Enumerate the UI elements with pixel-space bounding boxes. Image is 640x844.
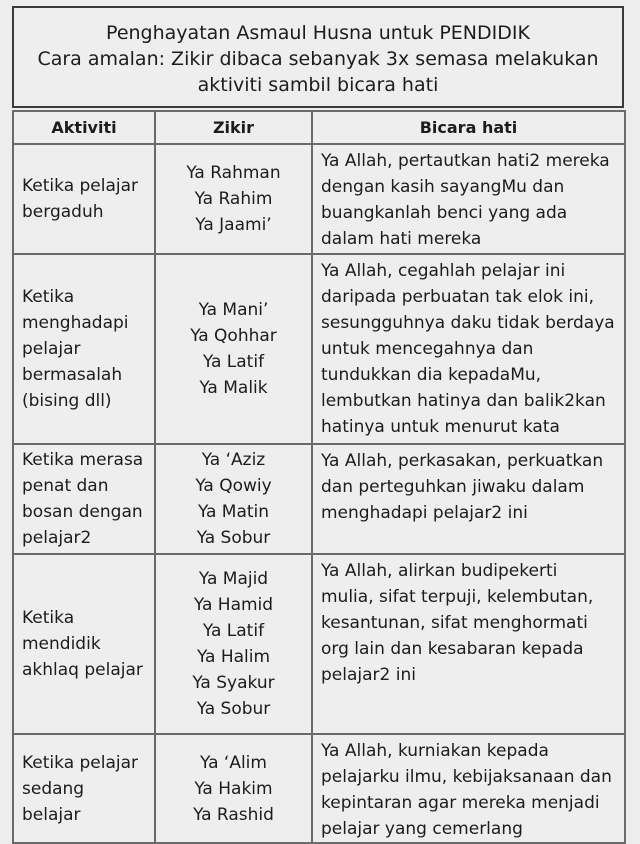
- zikir-name: Ya Sobur: [196, 528, 271, 548]
- aktiviti-cell: [13, 554, 155, 734]
- aktiviti-text: mendidik: [22, 634, 101, 654]
- bicara-hati-cell: [312, 444, 625, 554]
- bicara-text: org lain dan kesabaran kepada: [321, 639, 584, 659]
- zikir-name: Ya Qohhar: [190, 326, 277, 346]
- zikir-name: Ya Syakur: [192, 673, 275, 693]
- zikir-name: Ya Qowiy: [195, 476, 272, 496]
- bicara-text: daripada perbuatan tak elok ini,: [321, 287, 595, 307]
- zikir-name: Ya Majid: [198, 569, 269, 589]
- instruction-line-cont: aktiviti sambil bicara hati: [197, 74, 439, 96]
- aktiviti-text: pelajar2: [22, 528, 92, 548]
- bicara-text: Ya Allah, perkasakan, perkuatkan: [321, 451, 604, 471]
- bicara-text: lembutkan hatinya dan balik2kan: [321, 391, 606, 411]
- bicara-text: dengan kasih sayangMu dan: [321, 177, 565, 197]
- aktiviti-text: (bising dll): [22, 391, 112, 411]
- zikir-name: Ya Sobur: [196, 699, 271, 719]
- bicara-text: tundukkan dia kepadaMu,: [321, 365, 542, 385]
- bicara-text: pelajarku ilmu, kebijaksanaan dan: [321, 767, 612, 787]
- zikir-name: Ya Jaami’: [195, 215, 272, 235]
- aktiviti-text: akhlaq pelajar: [22, 660, 143, 680]
- aktiviti-cell: [13, 444, 155, 554]
- instruction-line: Cara amalan: Zikir dibaca sebanyak 3x semasa melakukan: [37, 48, 599, 70]
- zikir-name: Ya Hakim: [194, 778, 273, 799]
- bicara-text: untuk mencegahnya dan: [321, 339, 534, 359]
- aktiviti-text: Ketika pelajar: [22, 176, 139, 196]
- aktiviti-text: bergaduh: [22, 202, 104, 222]
- title-line: Penghayatan Asmaul Husna untuk PENDIDIK: [106, 22, 530, 44]
- header-zikir: Zikir: [155, 111, 312, 144]
- aktiviti-text: Ketika: [22, 608, 75, 628]
- bicara-text: kepintaran agar mereka menjadi: [321, 793, 600, 813]
- table-header-row: [13, 111, 625, 144]
- zikir-name: Ya Malik: [199, 378, 268, 398]
- aktiviti-text: Ketika: [22, 287, 75, 307]
- bicara-text: Ya Allah, cegahlah pelajar ini: [321, 261, 566, 281]
- zikir-cell: [155, 444, 312, 554]
- header-bicara-hati: Bicara hati: [312, 111, 625, 144]
- title-box: [12, 6, 624, 108]
- bicara-text: pelajar2 ini: [321, 665, 416, 685]
- bicara-text: Ya Allah, pertautkan hati2 mereka: [321, 151, 610, 171]
- bicara-hati-cell: [312, 254, 625, 444]
- zikir-cell: [155, 144, 312, 254]
- zikir-name: Ya Halim: [196, 647, 271, 667]
- zikir-name: Ya Matin: [197, 502, 270, 522]
- bicara-text: menghadapi pelajar2 ini: [321, 503, 528, 523]
- zikir-name: Ya Rashid: [193, 804, 274, 825]
- aktiviti-text: sedang: [22, 778, 85, 799]
- aktiviti-cell: [13, 254, 155, 444]
- zikir-name: Ya Latif: [202, 621, 265, 641]
- table-row: [13, 254, 625, 444]
- zikir-name: Ya Rahman: [186, 163, 281, 183]
- bicara-text: hatinya untuk menurut kata: [321, 417, 560, 437]
- aktiviti-text: pelajar: [22, 339, 81, 359]
- zikir-name: Ya Latif: [202, 352, 265, 372]
- header-aktiviti: Aktiviti: [13, 111, 155, 144]
- table-row: [13, 144, 625, 254]
- zikir-cell: [155, 554, 312, 734]
- bicara-text: buangkanlah benci yang ada: [321, 203, 568, 223]
- table-row: [13, 554, 625, 734]
- zikir-cell: [155, 254, 312, 444]
- bicara-text: mulia, sifat terpuji, kelembutan,: [321, 587, 594, 607]
- aktiviti-text: Ketika pelajar: [22, 752, 139, 773]
- aktiviti-text: Ketika merasa: [22, 450, 144, 470]
- aktiviti-text: bosan dengan: [22, 502, 143, 522]
- aktiviti-text: bermasalah: [22, 365, 123, 385]
- bicara-text: pelajar yang cemerlang: [321, 819, 523, 839]
- aktiviti-text: belajar: [22, 804, 81, 825]
- aktiviti-cell: [13, 144, 155, 254]
- zikir-name: Ya Mani’: [198, 300, 269, 320]
- zikir-name: Ya ‘Alim: [200, 752, 267, 773]
- zikir-name: Ya Rahim: [194, 189, 273, 209]
- bicara-hati-cell: [312, 144, 625, 254]
- zikir-name: Ya ‘Aziz: [201, 450, 266, 470]
- bicara-text: kesantunan, sifat menghormati: [321, 613, 588, 633]
- bicara-text: dalam hati mereka: [321, 229, 482, 249]
- bicara-text: dan perteguhkan jiwaku dalam: [321, 477, 585, 497]
- zikir-name: Ya Hamid: [193, 595, 274, 615]
- aktiviti-text: penat dan: [22, 476, 109, 496]
- bicara-text: Ya Allah, alirkan budipekerti: [321, 561, 558, 581]
- bicara-text: Ya Allah, kurniakan kepada: [321, 741, 549, 761]
- aktiviti-text: menghadapi: [22, 313, 129, 333]
- bicara-hati-cell: [312, 554, 625, 734]
- table-row: [13, 444, 625, 554]
- zikir-table: [12, 110, 626, 844]
- bicara-text: sesungguhnya daku tidak berdaya: [321, 313, 615, 333]
